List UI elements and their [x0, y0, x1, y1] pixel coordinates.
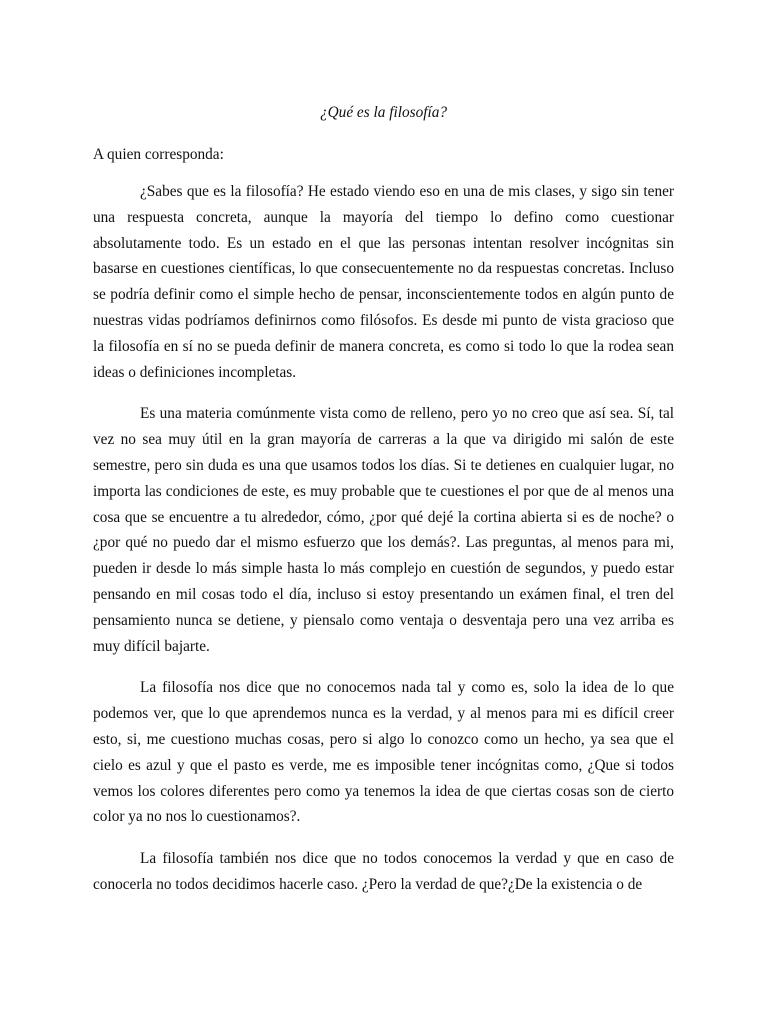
- paragraph-2: Es una materia comúnmente vista como de relleno, pero yo no creo que así sea. Sí, tal vez no sea muy útil en la gran mayoría de carreras a la que va dirigido mi salón de este semestre, pero sin duda es una que usamos todos los días. Si te detienes en cualquier lugar, no importa las condiciones de este, es muy probable que te cuestiones el por que de al menos una cosa que se encuentre a tu alrededor, cómo, ¿por qué dejé la cortina abierta si es de noche? o ¿por qué no puedo dar el mismo esfuerzo que los demás?. Las preguntas, al menos para mi, pueden ir desde lo más simple hasta lo más complejo en cuestión de segundos, y puedo estar pensando en mil cosas todo el día, incluso si estoy presentando un exámen final, el tren del pensamiento nunca se detiene, y piensalo como ventaja o desventaja pero una vez arriba es muy difícil bajarte.: [93, 405, 674, 655]
- greeting-line: A quien corresponda:: [93, 146, 224, 163]
- paragraph-1: ¿Sabes que es la filosofía? He estado viendo eso en una de mis clases, y sigo sin tener una respuesta concreta, aunque la mayoría del tiempo lo defino como cuestionar absolutamente todo. Es un estado en el que las personas intentan resolver incógnitas sin basarse en cuestiones científicas, lo que consecuentemente no da respuestas concretas. Incluso se podría definir como el simple hecho de pensar, inconscientemente todos en algún punto de nuestras vidas podríamos definirnos como filósofos. Es desde mi punto de vista gracioso que la filosofía en sí no se pueda definir de manera concreta, es como si todo lo que la rodea sean ideas o definiciones incompletas.: [93, 183, 674, 381]
- document-body: [93, 103, 674, 914]
- document-title: ¿Qué es la filosofía?: [319, 104, 448, 121]
- paragraph-3: La filosofía nos dice que no conocemos nada tal y como es, solo la idea de lo que podemos ver, que lo que aprendemos nunca es la verdad, y al menos para mi es difícil creer esto, si, me cuestiono muchas cosas, pero si algo lo conozco como un hecho, ya sea que el cielo es azul y que el pasto es verde, me es imposible tener incógnitas como, ¿Que si todos vemos los colores diferentes pero como ya tenemos la idea de que ciertas cosas son de cierto color ya no nos lo cuestionamos?.: [93, 679, 674, 826]
- paragraph-4: La filosofía también nos dice que no todos conocemos la verdad y que en caso de conocerla no todos decidimos hacerle caso. ¿Pero la verdad de que?¿De la existencia o de: [93, 850, 674, 893]
